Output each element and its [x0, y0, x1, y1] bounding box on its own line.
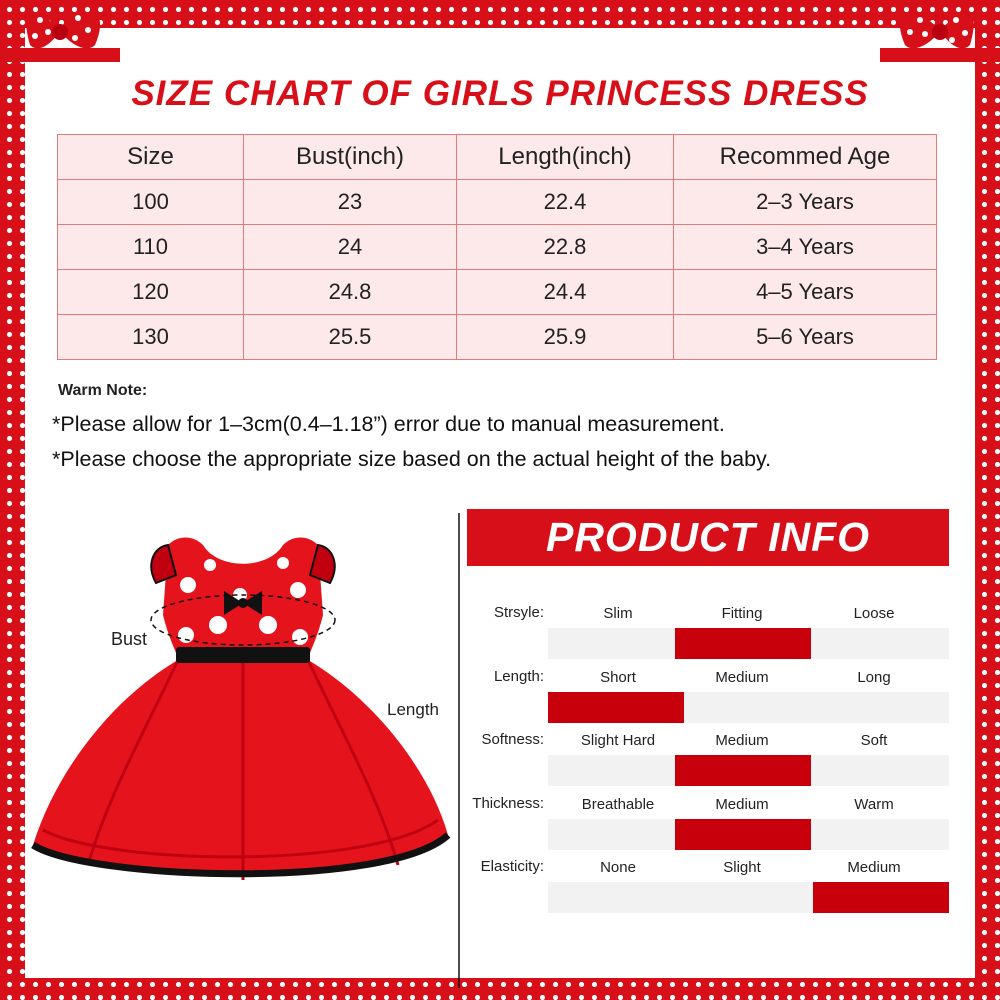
cell-length: 22.8 — [457, 225, 674, 270]
column-header: Length(inch) — [457, 135, 674, 180]
attribute-option: Breathable — [581, 795, 655, 813]
cell-age: 5–6 Years — [674, 315, 937, 360]
length-label: Length — [387, 700, 439, 719]
attribute-label: Softness: — [481, 731, 544, 748]
attribute-selected-indicator — [548, 692, 684, 723]
product-info-title: PRODUCT INFO — [467, 509, 949, 566]
cell-age: 3–4 Years — [674, 225, 937, 270]
attribute-label: Length: — [493, 667, 544, 685]
cell-size: 100 — [58, 180, 244, 225]
attribute-option: None — [600, 859, 636, 876]
attribute-option: Long — [857, 668, 891, 686]
attribute-option: Soft — [860, 732, 888, 749]
attribute-selected-indicator — [813, 882, 949, 913]
bow-decoration-right — [880, 0, 1000, 70]
attribute-scale-track — [548, 882, 949, 913]
table-row — [58, 225, 937, 270]
column-header: Recommed Age — [674, 135, 937, 180]
cell-length: 25.9 — [457, 315, 674, 360]
column-header: Bust(inch) — [244, 135, 457, 180]
attribute-scale-track — [548, 628, 949, 659]
attribute-option: Medium — [715, 732, 769, 749]
attribute-label: Thickness: — [472, 794, 544, 812]
table-row — [58, 270, 937, 315]
attribute-scale-track — [548, 819, 949, 850]
attribute-option: Warm — [854, 795, 894, 813]
attribute-label: Strsyle: — [493, 604, 544, 621]
attribute-selected-indicator — [675, 628, 811, 659]
size-chart-title: SIZE CHART OF GIRLS PRINCESS DRESS — [131, 74, 869, 113]
attribute-option: Medium — [715, 668, 769, 686]
cell-bust: 24 — [244, 225, 457, 270]
attribute-label: Elasticity: — [480, 858, 544, 875]
cell-length: 22.4 — [457, 180, 674, 225]
column-header: Size — [58, 135, 244, 180]
cell-length: 24.4 — [457, 270, 674, 315]
table-row — [58, 180, 937, 225]
attribute-option: Loose — [853, 605, 895, 622]
cell-bust: 25.5 — [244, 315, 457, 360]
warm-note-heading: Warm Note: — [58, 382, 148, 399]
cell-size: 110 — [58, 225, 244, 270]
attribute-option: Short — [600, 668, 636, 686]
attribute-option: Slight — [723, 859, 761, 876]
warm-note-line: *Please allow for 1–3cm(0.4–1.18”) error due to manual measurement. — [52, 412, 725, 436]
cell-age: 2–3 Years — [674, 180, 937, 225]
attribute-scale-track — [548, 692, 949, 723]
table-header-row — [58, 135, 937, 180]
cell-size: 120 — [58, 270, 244, 315]
attribute-selected-indicator — [675, 819, 811, 850]
attribute-option: Medium — [715, 795, 769, 813]
size-chart-table — [57, 134, 937, 360]
cell-bust: 24.8 — [244, 270, 457, 315]
table-row — [58, 315, 937, 360]
warm-note-line: *Please choose the appropriate size based on the actual height of the baby. — [52, 447, 772, 471]
attribute-option: Slight Hard — [580, 732, 656, 749]
cell-age: 4–5 Years — [674, 270, 937, 315]
attribute-scale-track — [548, 755, 949, 786]
bust-label: Bust — [111, 629, 148, 649]
attribute-option: Slim — [603, 605, 633, 622]
bow-decoration-left — [0, 0, 120, 70]
attribute-option: Fitting — [721, 605, 763, 622]
length-measure-line — [458, 513, 460, 988]
cell-bust: 23 — [244, 180, 457, 225]
attribute-option: Medium — [847, 859, 901, 876]
cell-size: 130 — [58, 315, 244, 360]
attribute-selected-indicator — [675, 755, 811, 786]
